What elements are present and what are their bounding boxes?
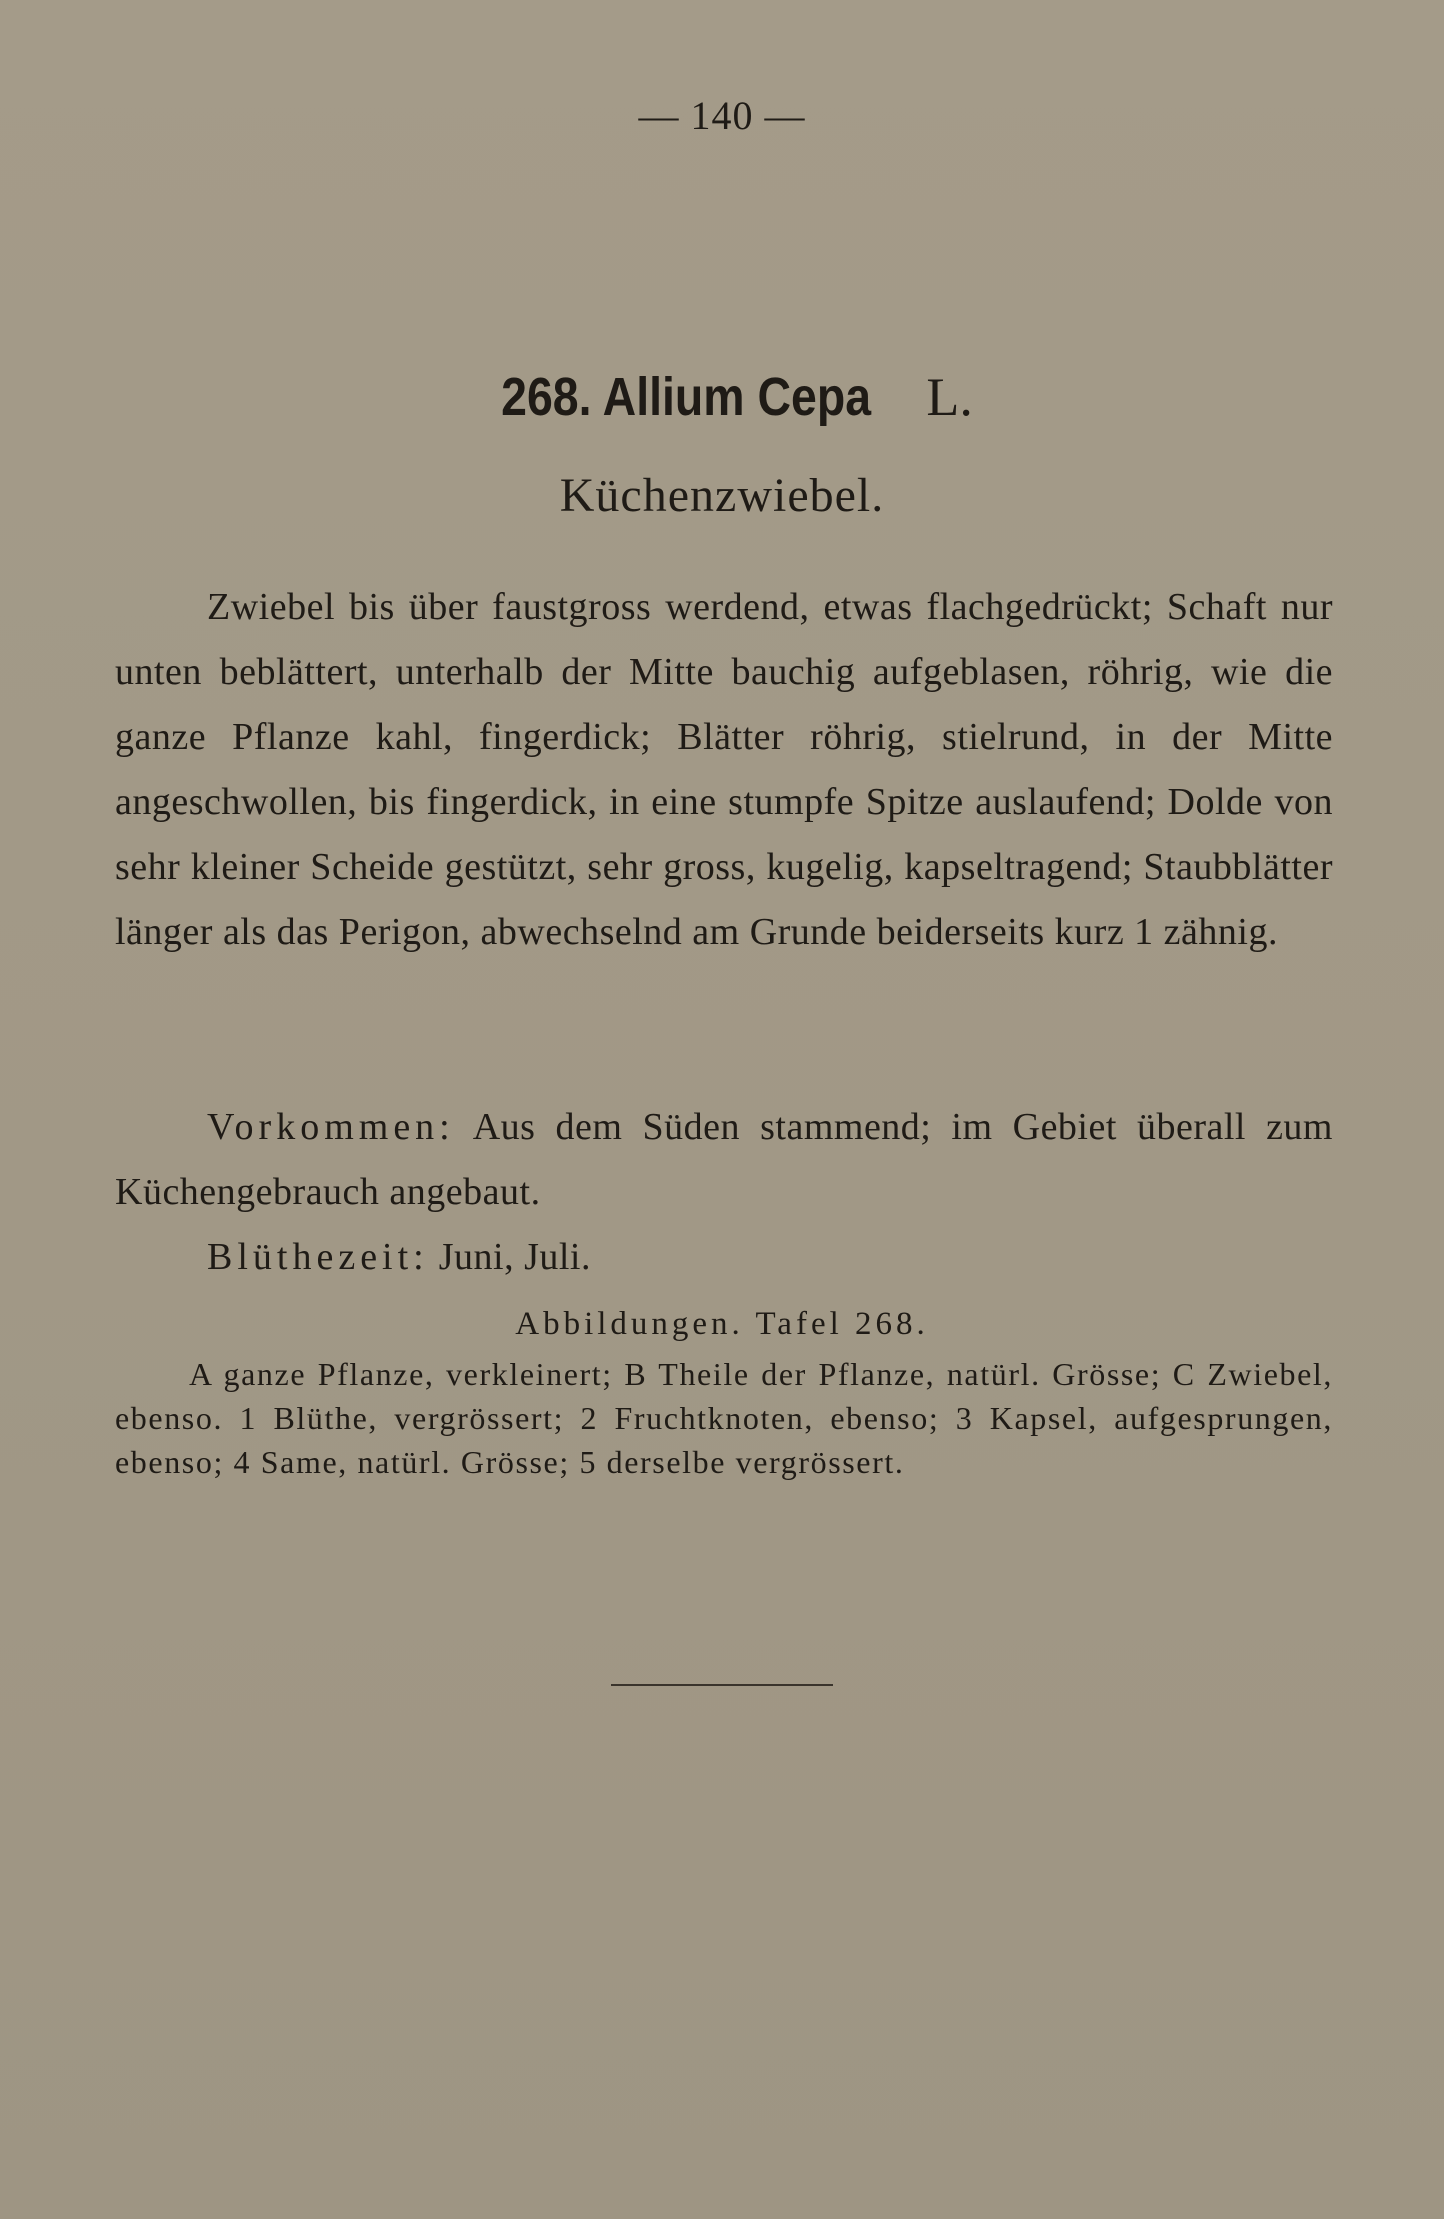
occurrence-paragraph [115, 1095, 1333, 1225]
occurrence-label: Vorkommen: [207, 1106, 455, 1148]
figures-legend: A ganze Pflanze, verkleinert; B Theile der Pflanze, natürl. Grösse; C Zwiebel, ebenso. 1 Blüthe, vergrössert; 2 Fruchtknoten, ebenso; 3 Kapsel, aufgesprungen, ebenso; 4 Same, natürl. Grösse; 5 derselbe vergrössert. [115, 1356, 1333, 1480]
end-rule [611, 1684, 833, 1686]
species-author: L. [926, 367, 973, 427]
species-number-and-name: 268. Allium Cepa [501, 367, 872, 427]
flowering-paragraph [115, 1225, 1333, 1290]
page-number: — 140 — [638, 93, 806, 138]
flowering-text: Juni, Juli. [438, 1236, 591, 1278]
figures-heading: Abbildungen. Tafel 268. [515, 1306, 929, 1342]
species-heading [0, 362, 1444, 432]
description-paragraph: Zwiebel bis über faustgross werdend, etwas flachgedrückt; Schaft nur unten beblättert, unterhalb der Mitte bauchig aufgeblasen, röhrig, wie die ganze Pflanze kahl, fingerdick; Blätter röhrig, stielrund, in der Mitte angeschwollen, bis fingerdick, in eine stumpfe Spitze auslaufend; Dolde von sehr kleiner Scheide gestützt, sehr gross, kugelig, kapseltragend; Staubblätter länger als das Perigon, abwechselnd am Grunde beiderseits kurz 1 zähnig. [115, 586, 1333, 953]
common-name: Küchenzwiebel. [559, 469, 885, 522]
flowering-label: Blüthezeit: [207, 1236, 429, 1278]
occurrence-text: Aus dem Süden stammend; im Gebiet überall zum Küchengebrauch angebaut. [115, 1106, 1333, 1213]
